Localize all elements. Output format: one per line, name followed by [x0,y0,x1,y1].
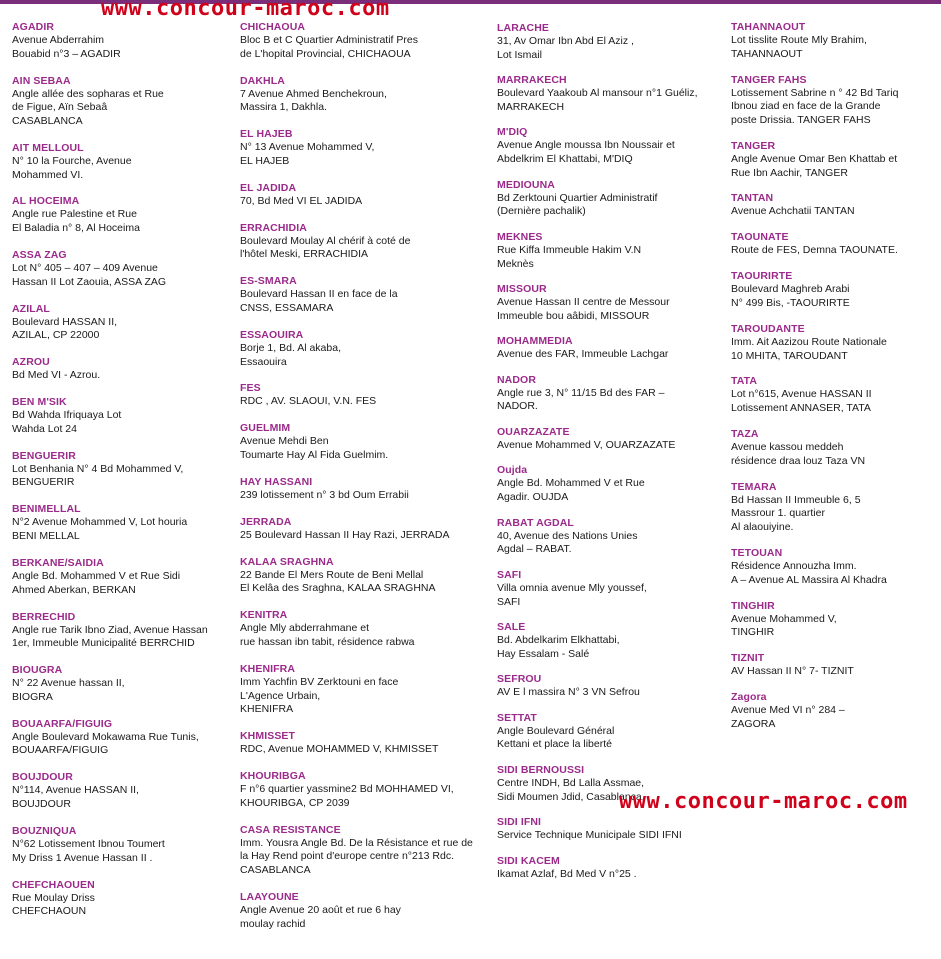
office-entry [240,770,473,810]
office-address-line: N°114, Avenue HASSAN II, [12,784,139,797]
office-address-line: MARRAKECH [497,100,565,113]
office-address-line: Bloc B et C Quartier Administratif Pres [240,34,418,46]
office-address-line: Boulevard Maghreb Arabi [731,283,850,296]
office-city: TANGER [731,139,776,152]
office-city: LARACHE [497,22,550,34]
office-address-line: Bd. Abdelkarim Elkhattabi, [497,634,620,647]
office-address-line: KHENIFRA [240,703,294,716]
office-address-line: RDC, Avenue MOHAMMED V, KHMISSET [240,743,439,756]
office-address-line: Angle rue Palestine et Rue [12,208,137,221]
office-city: MEDIOUNA [497,178,555,191]
office-address-line: TAHANNAOUT [731,47,803,60]
office-address-line: BIOGRA [12,690,53,703]
office-city: AZILAL [12,302,50,315]
office-entry [731,231,898,258]
office-entry [12,142,208,182]
office-address-line: Lot Ismail [497,48,542,61]
office-address-line: Mohammed VI. [12,168,84,181]
office-entry [497,426,698,453]
office-city: TEMARA [731,480,777,493]
office-address-line: Essaouira [240,355,287,368]
office-address-line: résidence draa louz Taza VN [731,454,866,467]
office-address-line: Agadir. OUJDA [497,491,569,504]
office-entry [240,275,473,315]
office-address-line: Imm. Yousra Angle Bd. De la Résistance et rue de [240,836,473,849]
office-city: OUARZAZATE [497,425,570,438]
office-entry [731,652,898,679]
office-entry [731,428,898,468]
office-address-line: Immeuble bou aâbidi, MISSOUR [497,309,650,322]
office-address-line: 70, Bd Med VI EL JADIDA [240,194,363,207]
office-city: BOUJDOUR [12,771,73,784]
office-address-line: Lot N° 405 – 407 – 409 Avenue [12,262,158,275]
office-entry [731,140,898,180]
office-address-line: Angle Bd. Mohammed V et Rue [497,477,645,490]
office-address-line: BOUAARFA/FIGUIG [12,744,109,757]
office-city: TAZA [731,428,759,441]
office-entry [497,126,698,166]
office-address-line: la Hay Rend point d'europe centre n°213 Rdc. [240,850,455,863]
office-entry [497,673,698,700]
office-city: DAKHLA [240,74,285,87]
office-entry [240,329,473,369]
office-city: KHENIFRA [240,662,296,675]
office-city: BOUAARFA/FIGUIG [12,717,113,730]
office-city: TETOUAN [731,546,783,559]
office-address-line: Imm Yachfin BV Zerktouni en face [240,675,399,688]
office-address-line: RDC , AV. SLAOUI, V.N. FES [240,395,377,408]
office-address-line: Kettani et place la liberté [497,738,612,751]
watermark-bottom: www.concour-maroc.com [619,789,908,814]
office-city: SAFI [497,568,522,581]
office-address-line: Avenue Mohammed V, [731,612,837,625]
office-address-line: Lotissement Sabrine n ° 42 Bd Tariq [731,86,899,99]
office-address-line: Boulevard Moulay Al chérif à coté de [240,234,411,247]
office-address-line: CHEFCHAOUN [12,905,87,918]
office-address-line: Boulevard Yaakoub Al mansour n°1 Guéliz, [497,87,698,100]
office-entry [731,600,898,640]
office-entry [497,569,698,609]
office-city: SEFROU [497,673,542,686]
office-entry [12,825,208,865]
office-address-line: BOUJDOUR [12,798,71,811]
office-address-line: Massrour 1. quartier [731,507,825,520]
office-entry [12,557,208,597]
office-city: CHEFCHAOUEN [12,878,95,891]
office-city: NADOR [497,373,536,386]
office-city: M'DIQ [497,126,528,139]
office-address-line: de Figue, Aïn Sebaâ [12,101,108,114]
office-city: SETTAT [497,711,537,724]
office-entry [12,503,208,543]
office-address-line: Lot Benhania N° 4 Bd Mohammed V, [12,462,184,475]
office-entry [497,179,698,219]
office-entry [12,450,208,490]
office-address-line: KHOURIBGA, CP 2039 [240,796,350,809]
office-city: BERRECHID [12,610,76,623]
office-entry [12,195,208,235]
office-address-line: rue hassan ibn tabit, résidence rabwa [240,636,415,649]
office-address-line: Bd Wahda Ifriquaya Lot [12,409,122,422]
office-entry [12,718,208,758]
office-address-line: 7 Avenue Ahmed Benchekroun, [240,87,387,100]
office-address-line: NADOR. [497,400,538,413]
column-4 [731,21,898,731]
office-address-line: poste Drissia. TANGER FAHS [731,114,871,126]
office-address-line: Bd Hassan II Immeuble 6, 5 [731,493,861,506]
office-address-line: N°62 Lotissement Ibnou Toumert [12,837,165,850]
office-address-line: N° 10 la Fourche, Avenue [12,154,132,167]
office-entry [240,891,473,931]
office-address-line: Rue Ibn Aachir, TANGER [731,166,848,179]
office-address-line: El Baladia n° 8, Al Hoceima [12,222,140,235]
office-city: BOUZNIQUA [12,824,77,837]
office-city: CASA RESISTANCE [240,823,341,836]
office-address-line: N° 13 Avenue Mohammed V, [240,141,375,154]
office-entry [731,691,898,731]
office-address-line: Abdelkrim El Khattabi, M'DIQ [497,153,633,166]
office-city: SALE [497,621,526,634]
office-address-line: EL HAJEB [240,154,290,167]
office-city: BEN M'SIK [12,396,67,409]
office-city: TAROUDANTE [731,322,805,335]
office-city: CHICHAOUA [240,21,306,33]
office-address-line: SAFI [497,595,521,608]
office-address-line: Avenue kassou meddeh [731,441,844,454]
office-city: KHMISSET [240,730,296,743]
office-address-line: Boulevard HASSAN II, [12,315,118,328]
office-address-line: N° 22 Avenue hassan II, [12,677,125,690]
office-entry [731,21,898,61]
office-entry [240,516,473,543]
office-address-line: F n°6 quartier yassmine2 Bd MOHHAMED VI, [240,783,454,796]
office-address-line: CNSS, ESSAMARA [240,301,334,314]
office-address-line: Al alaouiyine. [731,521,794,534]
office-entry [12,249,208,289]
office-address-line: Lot n°615, Avenue HASSAN II [731,388,872,401]
office-city: KENITRA [240,609,288,622]
office-address-line: Agdal – RABAT. [497,543,572,556]
office-entry [731,323,898,363]
office-city: MISSOUR [497,283,547,296]
office-address-line: CASABLANCA [12,115,83,127]
office-address-line: Lot tisslite Route Mly Brahim, [731,34,867,46]
office-address-line: AV Hassan II N° 7- TIZNIT [731,665,854,678]
office-city: AIT MELLOUL [12,141,84,154]
office-address-line: Avenue des FAR, Immeuble Lachgar [497,348,669,361]
office-address-line: l'hôtel Meski, ERRACHIDIA [240,248,369,261]
office-address-line: 1er, Immeuble Municipalité BERRCHID [12,637,195,650]
office-address-line: Wahda Lot 24 [12,422,77,435]
office-address-line: Rue Kiffa Immeuble Hakim V.N [497,243,642,256]
office-city: TAOUNATE [731,231,789,244]
office-city: BENIMELLAL [12,503,81,516]
office-city: FES [240,382,261,395]
watermark-top: www.concour-maroc.com [101,0,390,21]
office-city: HAY HASSANI [240,475,313,488]
office-entry [497,816,698,843]
office-entry [497,374,698,414]
office-city: TAOURIRTE [731,270,793,283]
office-city: MARRAKECH [497,74,567,87]
office-address-line: Avenue Achchatii TANTAN [731,205,855,218]
office-entry [240,21,473,61]
office-entry [240,222,473,262]
office-city: AIN SEBAA [12,74,71,87]
office-city: KALAA SRAGHNA [240,555,334,568]
office-address-line: Villa omnia avenue Mly youssef, [497,581,647,594]
office-address-line: My Driss 1 Avenue Hassan II . [12,851,153,864]
office-address-line: Résidence Annouzha Imm. [731,559,857,572]
office-address-line: Hay Essalam - Salé [497,647,590,660]
office-address-line: A – Avenue AL Massira Al Khadra [731,573,887,586]
office-address-line: 40, Avenue des Nations Unies [497,529,638,542]
office-city: JERRADA [240,515,292,528]
office-address-line: (Dernière pachalik) [497,205,586,218]
office-address-line: Bd Med VI - Azrou. [12,369,101,382]
office-city: AGADIR [12,21,55,33]
office-city: AL HOCEIMA [12,195,80,208]
office-city: Oujda [497,464,528,477]
office-address-line: CASABLANCA [240,864,311,877]
office-entry [12,396,208,436]
office-city: TINGHIR [731,599,775,612]
office-city: EL HAJEB [240,128,293,141]
office-address-line: Hassan II Lot Zaouia, ASSA ZAG [12,275,167,288]
office-address-line: AV E l massira N° 3 VN Sefrou [497,686,640,699]
office-address-line: 10 MHITA, TAROUDANT [731,349,848,362]
office-entry [497,335,698,362]
office-entry [731,74,898,128]
office-city: SIDI KACEM [497,854,560,867]
office-city: TAHANNAOUT [731,21,806,33]
office-address-line: Angle Avenue 20 août et rue 6 hay [240,903,401,916]
office-city: TIZNIT [731,652,765,665]
office-address-line: Boulevard Hassan II en face de la [240,288,398,301]
office-city: BENGUERIR [12,449,76,462]
office-city: BERKANE/SAIDIA [12,556,104,569]
office-address-line: Angle Boulevard Général [497,724,615,737]
office-city: KHOURIBGA [240,770,306,783]
office-address-line: Avenue Med VI n° 284 – [731,704,845,717]
office-city: BIOUGRA [12,664,63,677]
office-address-line: ZAGORA [731,717,776,730]
office-address-line: Angle Mly abderrahmane et [240,622,369,635]
office-entry [12,611,208,651]
office-address-line: Centre INDH, Bd Lalla Assmae, [497,776,645,789]
office-entry [497,621,698,661]
office-entry [497,855,698,882]
office-address-line: 25 Boulevard Hassan II Hay Razi, JERRADA [240,528,450,541]
office-entry [731,481,898,535]
office-address-line: Angle Avenue Omar Ben Khattab et [731,152,898,165]
office-entry [12,303,208,343]
office-entry [240,422,473,462]
office-address-line: BENI MELLAL [12,530,80,543]
office-city: ERRACHIDIA [240,221,307,234]
office-entry [731,192,898,219]
office-city: GUELMIM [240,422,291,435]
office-address-line: Avenue Hassan II centre de Messour [497,296,670,309]
office-city: ASSA ZAG [12,249,67,262]
office-address-line: Avenue Mehdi Ben [240,435,329,448]
office-city: ES-SMARA [240,275,297,288]
office-address-line: Ibnou ziad en face de la Grande [731,100,881,113]
office-city: LAAYOUNE [240,890,299,903]
office-address-line: Angle rue 3, N° 11/15 Bd des FAR – [497,386,665,399]
office-address-line: 22 Bande El Mers Route de Beni Mellal [240,568,424,581]
office-entry [497,231,698,271]
office-address-line: Avenue Abderrahim [12,34,105,46]
office-entry [240,182,473,209]
office-address-line: de L'hopital Provincial, CHICHAOUA [240,47,411,60]
office-entry [240,382,473,409]
office-address-line: Imm. Ait Aazizou Route Nationale [731,335,887,348]
office-city: SIDI BERNOUSSI [497,763,585,776]
column-1 [12,21,208,919]
office-city: SIDI IFNI [497,816,542,829]
office-entry [12,771,208,811]
office-address-line: AZILAL, CP 22000 [12,329,100,342]
office-address-line: Angle Boulevard Mokawama Rue Tunis, [12,730,199,743]
office-entry [240,128,473,168]
office-address-line: Ahmed Aberkan, BERKAN [12,583,136,596]
office-address-line: El Kelâa des Sraghna, KALAA SRAGHNA [240,582,436,595]
office-entry [497,22,698,62]
office-city: TANGER FAHS [731,73,807,86]
office-address-line: moulay rachid [240,917,306,930]
office-address-line: Angle rue Tarik Ibno Ziad, Avenue Hassan [12,623,208,636]
office-entry [240,75,473,115]
office-address-line: Lotissement ANNASER, TATA [731,402,871,415]
office-city: TANTAN [731,192,774,205]
office-entry [731,547,898,587]
office-entry [12,879,208,919]
office-address-line: Massira 1, Dakhla. [240,101,327,114]
office-city: RABAT AGDAL [497,516,574,529]
office-address-line: Angle allée des sopharas et Rue [12,87,164,100]
office-address-line: Avenue Mohammed V, OUARZAZATE [497,438,676,451]
office-city: Zagora [731,691,767,704]
office-address-line: Toumarte Hay Al Fida Guelmim. [240,449,389,462]
office-address-line: Borje 1, Bd. Al akaba, [240,341,341,354]
office-address-line: N° 499 Bis, -TAOURIRTE [731,296,850,309]
office-entry [497,517,698,557]
column-2 [240,21,473,931]
office-city: AZROU [12,356,50,369]
office-entry [240,730,473,757]
office-entry [240,609,473,649]
office-address-line: Ikamat Azlaf, Bd Med V n°25 . [497,867,637,880]
office-entry [12,356,208,383]
office-entry [12,75,208,129]
office-city: MEKNES [497,230,543,243]
office-address-line: L'Agence Urbain, [240,689,321,702]
office-entry [497,283,698,323]
office-address-line: Meknès [497,257,534,270]
office-entry [497,464,698,504]
office-address-line: N°2 Avenue Mohammed V, Lot houria [12,516,188,529]
office-address-line: BENGUERIR [12,476,75,489]
office-city: EL JADIDA [240,181,297,194]
office-address-line: Service Technique Municipale SIDI IFNI [497,829,682,842]
office-address-line: Bd Zerktouni Quartier Administratif [497,191,658,204]
office-entry [731,375,898,415]
office-entry [497,712,698,752]
office-entry [12,21,208,61]
office-address-line: Sidi Moumen Jdid, Casablanca. [497,790,645,803]
office-entry [12,664,208,704]
office-address-line: Avenue Angle moussa Ibn Noussair et [497,139,675,152]
office-address-line: TINGHIR [731,626,775,639]
office-entry [240,556,473,596]
office-address-line: Route de FES, Demna TAOUNATE. [731,244,898,257]
office-city: ESSAOUIRA [240,328,304,341]
office-entry [240,476,473,503]
column-3 [497,22,698,881]
office-address-line: Rue Moulay Driss [12,891,95,904]
office-address-line: 239 lotissement n° 3 bd Oum Errabii [240,488,409,501]
office-entry [497,74,698,114]
office-city: TATA [731,375,758,388]
office-address-line: 31, Av Omar Ibn Abd El Aziz , [497,35,634,47]
office-entry [240,663,473,717]
office-address-line: Angle Bd. Mohammed V et Rue Sidi [12,569,181,582]
office-address-line: Bouabid n°3 – AGADIR [12,47,121,60]
office-entry [731,270,898,310]
office-entry [240,824,473,878]
office-city: MOHAMMEDIA [497,335,573,348]
